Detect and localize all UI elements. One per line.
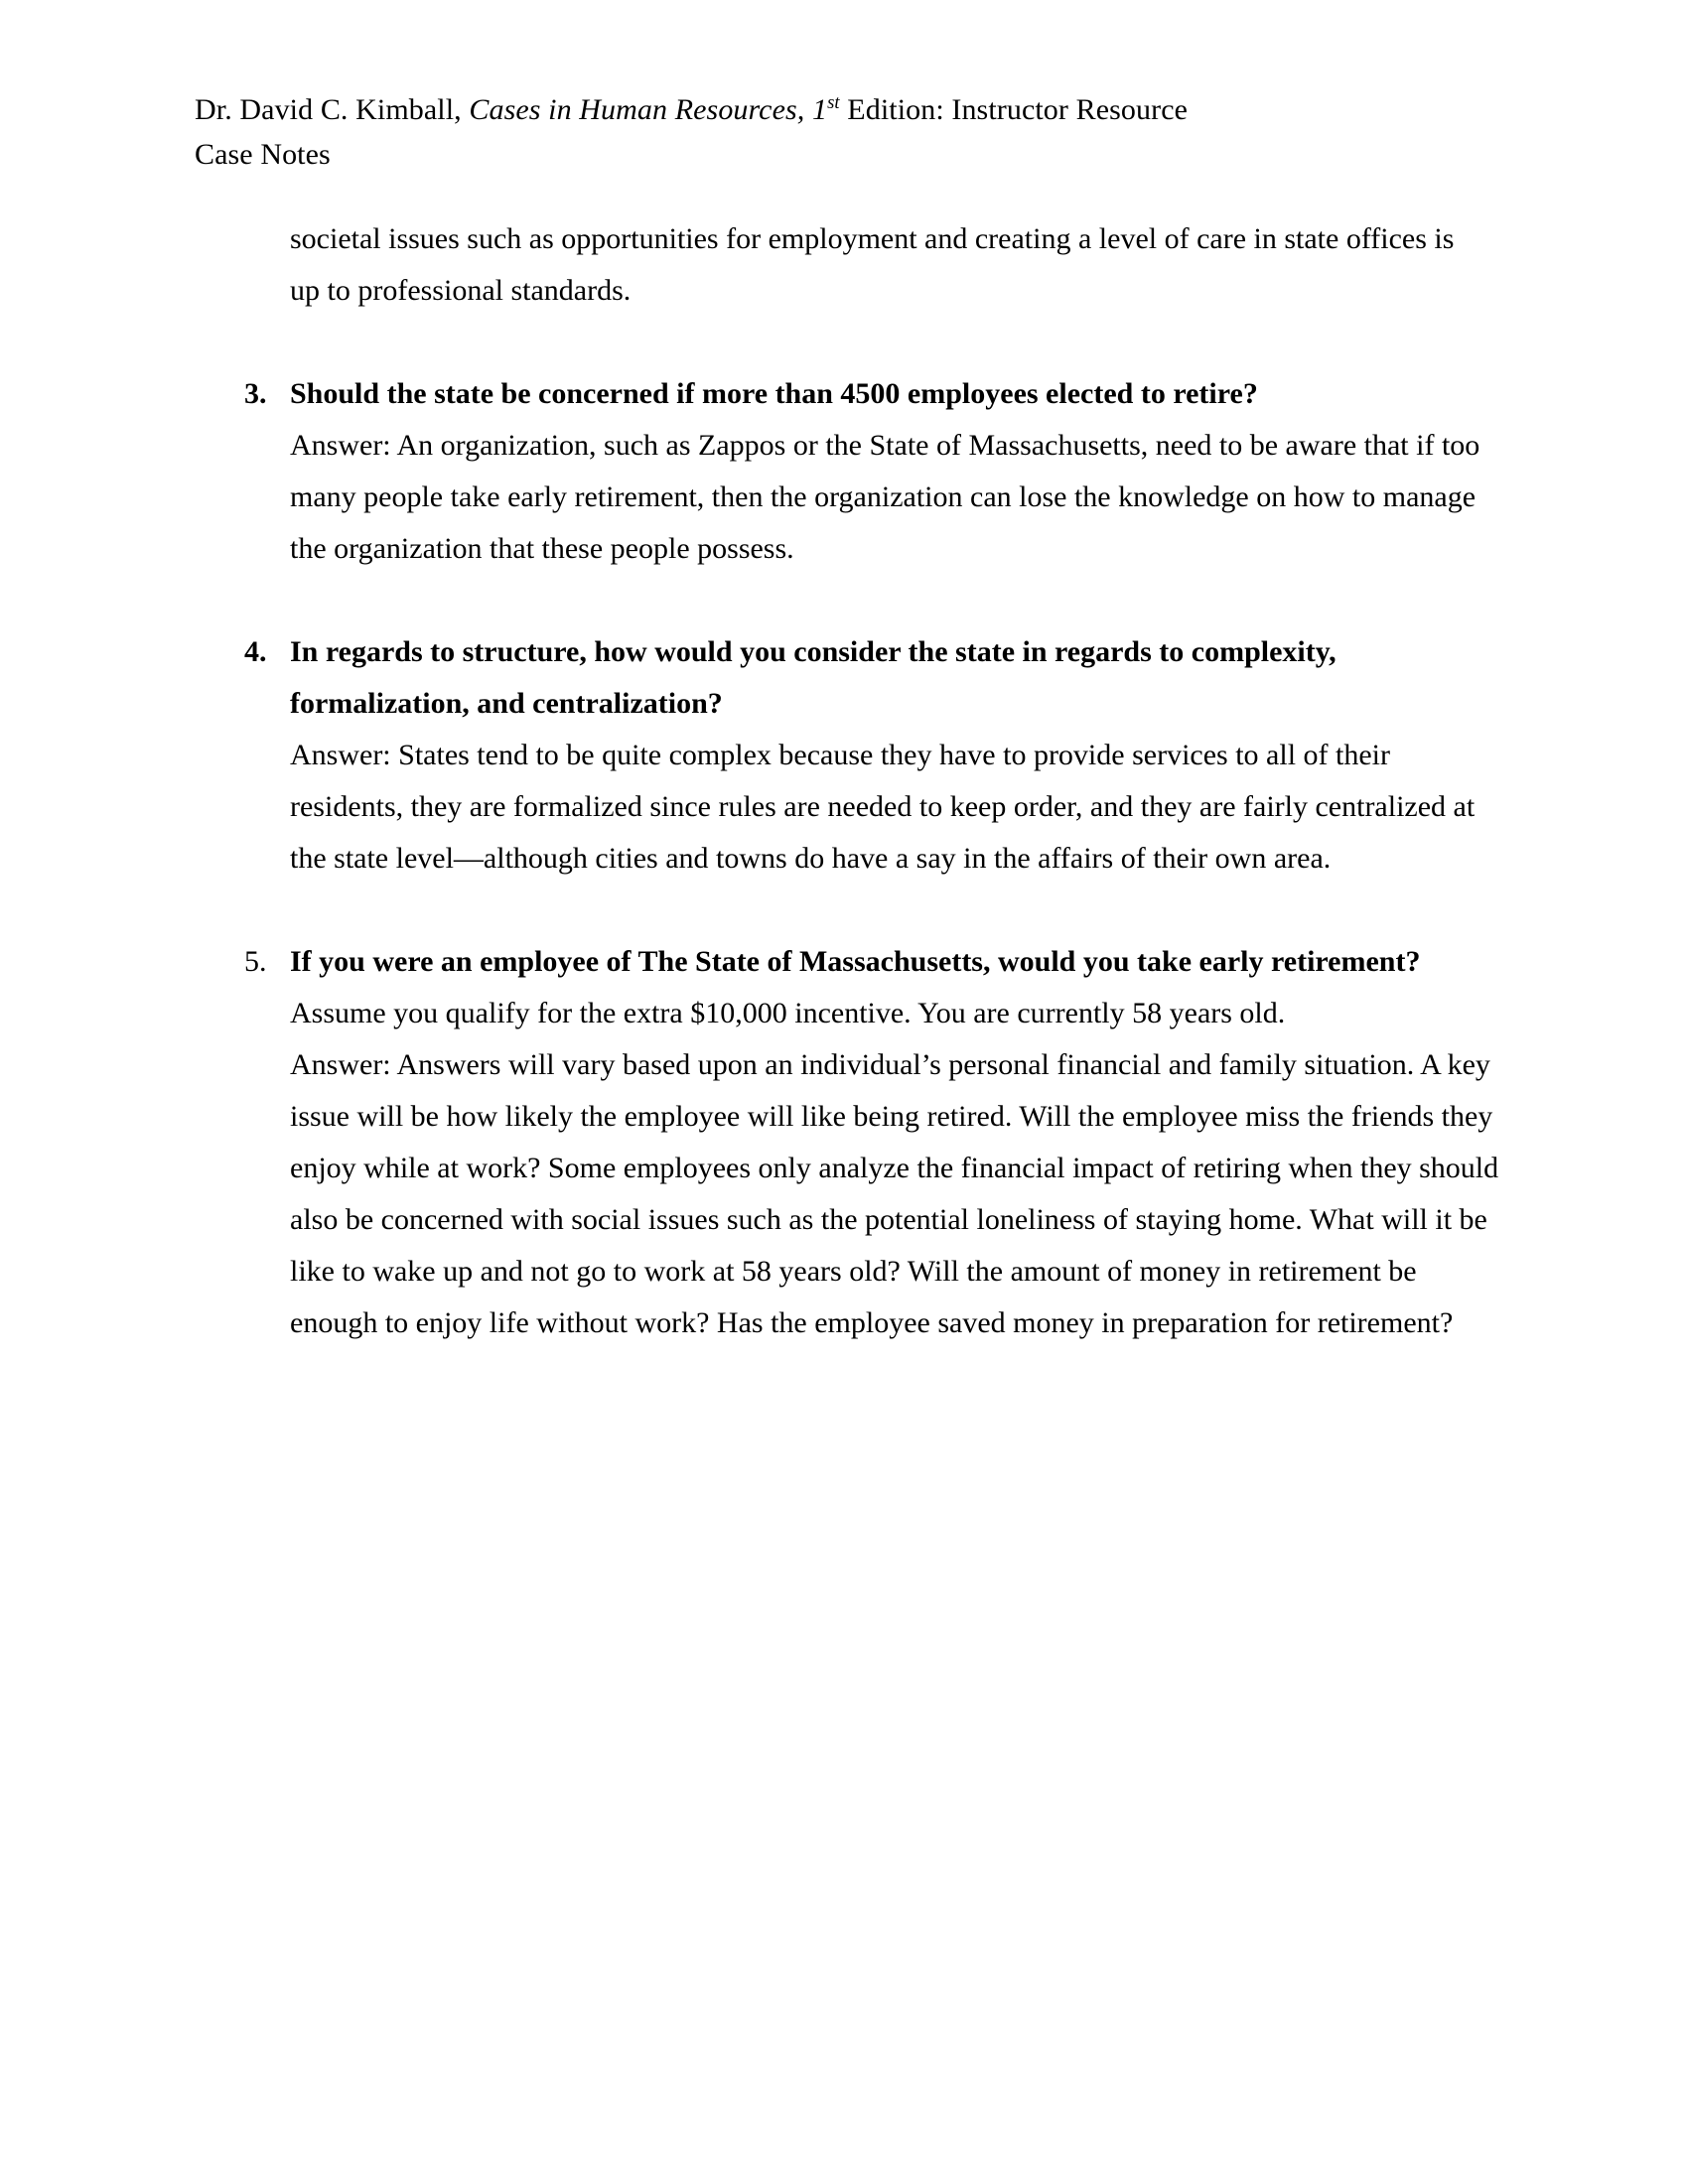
question-text-bold: Should the state be concerned if more than 4500 employees elected to retire? <box>290 377 1258 410</box>
question-number: 3. <box>244 377 267 410</box>
question-item-3 <box>195 368 1505 575</box>
question-item-4 <box>195 626 1505 885</box>
question-text <box>290 936 1505 1039</box>
answer-text: Answer: An organization, such as Zappos or the State of Massachusetts, need to be aware that if too many people take early retirement, then the organization can lose the knowledge on how to manage the organization that these people possess. <box>290 429 1480 565</box>
question-text <box>290 626 1505 730</box>
question-row <box>195 936 1505 1349</box>
answer-text: Answer: Answers will vary based upon an individual’s personal financial and family situation. A key issue will be how likely the employee will like being retired. Will the employee miss the friends they enjoy while at work? Some employees only analyze the financial impact of retiring when they should also be concerned with social issues such as the potential loneliness of staying home. What will it be like to wake up and not go to work at 58 years old? Will the amount of money in retirement be enough to enjoy life without work? Has the employee saved money in preparation for retirement? <box>290 1048 1499 1339</box>
question-number: 4. <box>244 635 267 668</box>
question-row <box>195 368 1505 575</box>
question-text-bold: In regards to structure, how would you consider the state in regards to complexity, formalization, and centralization? <box>290 635 1336 720</box>
question-content <box>290 368 1505 575</box>
question-content <box>290 626 1505 885</box>
question-content <box>290 936 1505 1349</box>
header-book-title: Cases in Human Resources, 1 <box>469 93 828 126</box>
document-body <box>195 213 1505 1349</box>
header-line-1 <box>195 87 1505 132</box>
question-text-bold: If you were an employee of The State of Massachusetts, would you take early retirement? <box>290 945 1421 978</box>
question-row <box>195 626 1505 885</box>
question-text <box>290 368 1505 420</box>
document-running-header <box>195 87 1505 177</box>
header-author: Dr. David C. Kimball, <box>195 93 470 126</box>
question-text-regular: Assume you qualify for the extra $10,000 incentive. You are currently 58 years old. <box>290 997 1286 1029</box>
question-number: 5. <box>244 945 267 978</box>
header-edition-ordinal: st <box>827 92 840 113</box>
question-item-5 <box>195 936 1505 1349</box>
header-edition-suffix: Edition: Instructor Resource <box>839 93 1189 126</box>
answer-text: Answer: States tend to be quite complex because they have to provide services to all of their residents, they are formalized since rules are needed to keep order, and they are fairly centralized at the state level—although cities and towns do have a say in the affairs of their own area. <box>290 739 1476 875</box>
header-line-2: Case Notes <box>195 138 331 171</box>
intro-paragraph: societal issues such as opportunities for employment and creating a level of care in state offices is up to professional standards. <box>290 222 1455 307</box>
